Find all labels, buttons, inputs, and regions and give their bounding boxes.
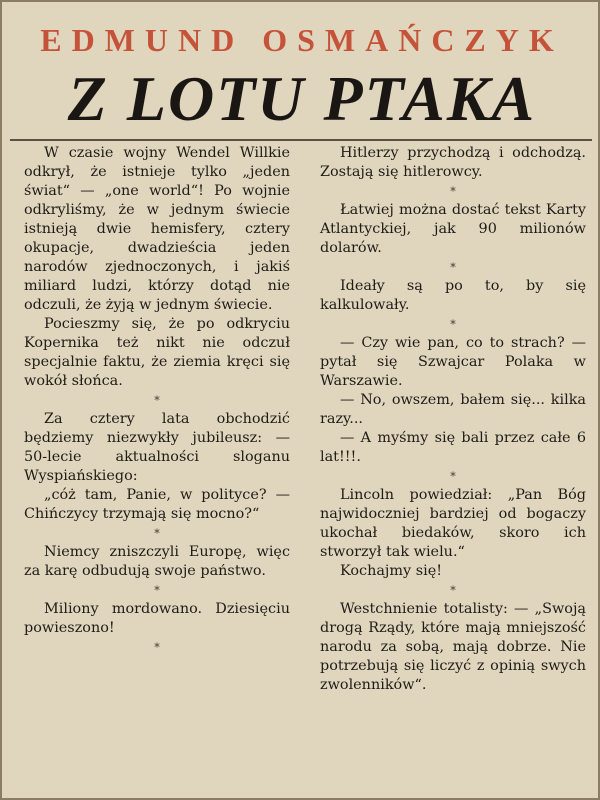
paragraph: Westchnienie totalisty: — „Swoją drogą Rządy, które mają mniejszość narodu za sobą, mają dobrze. Nie potrzebują się liczyć z opinią swych zwolenników“. [320,601,586,693]
paragraph: Za cztery lata obchodzić będziemy niezwykły jubileusz: — 50-lecie aktualności sloganu Wyspiańskiego: [24,411,290,484]
section-separator: * [154,641,160,654]
paragraph: — Czy wie pan, co to strach? — pytał się Szwajcar Polaka w Warszawie. [320,335,586,389]
section-separator: * [450,185,456,198]
left-column [24,144,290,657]
paragraph: W czasie wojny Wendel Willkie odkrył, że istnieje tylko „jeden świat“ — „one world“! Po wojnie odkryliśmy, że w jednym świecie istnieją dwie hemisfery, cztery okupacje, dwadzieścia jeden narodów zjednoczonych, i jakiś miliard ludzi, którzy dotąd nie odczuli, że żyją w jednym świecie. [24,145,290,313]
title-divider [10,139,592,141]
section-separator: * [154,584,160,597]
paragraph: — A myśmy się bali przez całe 6 lat!!!. [320,430,586,465]
article-title: Z LOTU PTAKA [67,63,537,134]
paragraph: — No, owszem, bałem się... kilka razy... [320,392,586,427]
author-name: EDMUND OSMAŃCZYK [40,22,564,58]
right-column [320,144,586,695]
paragraph: Kochajmy się! [340,563,443,579]
paragraph: „cóż tam, Panie, w polityce? — Chińczycy trzymają się mocno?“ [24,487,290,522]
section-separator: * [154,527,160,540]
section-separator: * [450,584,456,597]
paragraph: Łatwiej można dostać tekst Karty Atlantyckiej, jak 90 milionów dolarów. [320,202,586,256]
paragraph: Hitlerzy przychodzą i odchodzą. Zostają się hitlerowcy. [320,145,586,180]
section-separator: * [450,318,456,331]
paragraph: Pocieszmy się, że po odkryciu Kopernika też nikt nie odczuł specjalnie faktu, że ziemia kręci się wokół słońca. [24,316,290,389]
paragraph: Ideały są po to, by się kalkulowały. [320,278,586,313]
paragraph: Miliony mordowano. Dziesięciu powieszono! [24,601,290,636]
paragraph: Lincoln powiedział: „Pan Bóg najwidoczniej bardziej od bogaczy ukochał biedaków, skoro ich stworzył tak wielu.“ [320,487,586,560]
section-separator: * [450,470,456,483]
section-separator: * [450,261,456,274]
paragraph: Niemcy zniszczyli Europę, więc za karę odbudują swoje państwo. [24,544,290,579]
section-separator: * [154,394,160,407]
